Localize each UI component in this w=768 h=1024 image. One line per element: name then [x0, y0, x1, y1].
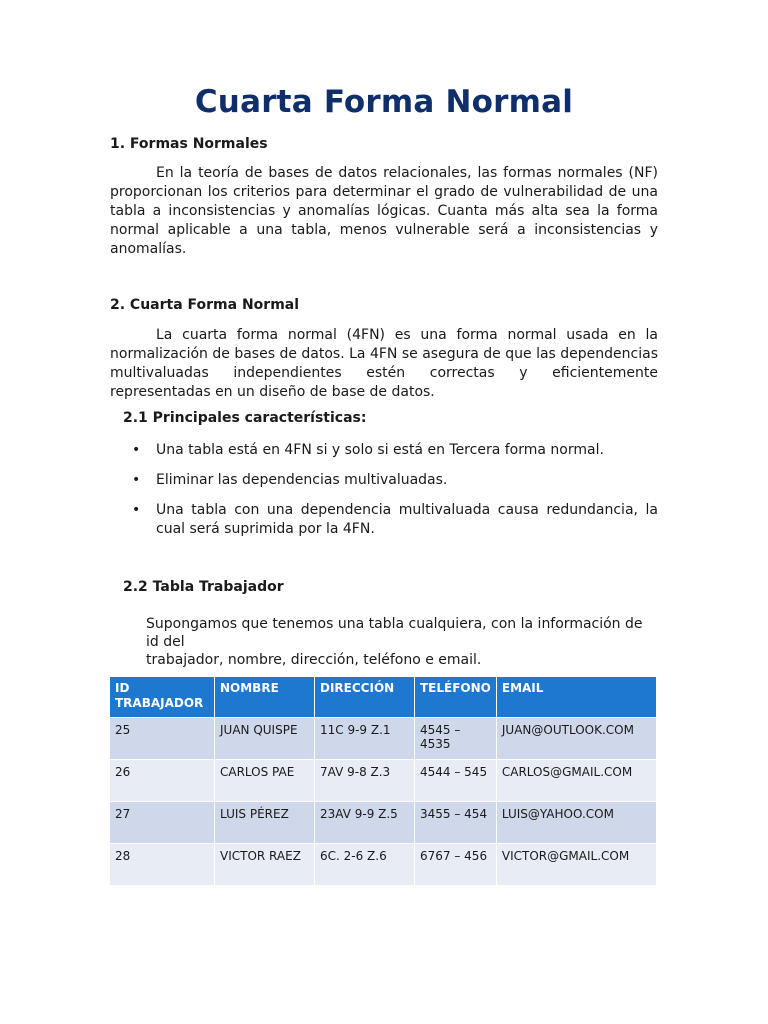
- intro-line: id del: [146, 634, 185, 650]
- bullet-item: [132, 501, 658, 539]
- cell-nombre: JUAN QUISPE: [215, 718, 315, 760]
- cell-direccion: 7AV 9-8 Z.3: [315, 760, 415, 802]
- table-row: [110, 844, 656, 886]
- paragraph-formas-normales: En la teoría de bases de datos relacionales, las formas normales (NF) proporcionan los criterios para determinar el grado de vulnerabilidad de una tabla a inconsistencias y anomalías lógicas. Cuanta más alta sea la forma normal aplicable a una tabla, menos vulnerable será a inconsistencias y anomalías.: [110, 165, 658, 257]
- cell-id: 27: [110, 802, 215, 844]
- cell-telefono: 6767 – 456: [415, 844, 497, 886]
- intro-line: trabajador, nombre, dirección, teléfono e email.: [146, 652, 482, 668]
- cell-direccion: 11C 9-9 Z.1: [315, 718, 415, 760]
- paragraph-cuarta-forma-normal: La cuarta forma normal (4FN) es una forma normal usada en la normalización de bases de datos. La 4FN se asegura de que las dependencias multivaluadas independientes estén correctas y eficientemente representadas en un diseño de base de datos.: [110, 327, 658, 400]
- bullet-icon: •: [132, 502, 141, 518]
- cell-telefono: 3455 – 454: [415, 802, 497, 844]
- cell-id: 26: [110, 760, 215, 802]
- cell-telefono: 4545 – 4535: [415, 718, 497, 760]
- bullet-icon: •: [132, 442, 141, 458]
- section-heading-formas-normales: 1. Formas Normales: [110, 136, 268, 152]
- cell-nombre: VICTOR RAEZ: [215, 844, 315, 886]
- bullet-icon: •: [132, 472, 141, 488]
- page-title: Cuarta Forma Normal: [194, 84, 574, 120]
- cell-direccion: 23AV 9-9 Z.5: [315, 802, 415, 844]
- cell-email: JUAN@OUTLOOK.COM: [496, 718, 656, 760]
- column-header-direccion: DIRECCIÓN: [315, 677, 415, 718]
- cell-email: VICTOR@GMAIL.COM: [496, 844, 656, 886]
- column-header-id: ID TRABAJADOR: [110, 677, 215, 718]
- trabajador-table: [110, 677, 656, 885]
- table-intro-text: [146, 615, 658, 669]
- intro-line: Supongamos que tenemos una tabla cualquiera, con la información de: [146, 616, 643, 632]
- cell-telefono: 4544 – 545: [415, 760, 497, 802]
- cell-nombre: LUIS PÉREZ: [215, 802, 315, 844]
- column-header-nombre: NOMBRE: [215, 677, 315, 718]
- bullet-text: Una tabla con una dependencia multivaluada causa redundancia, la cual será suprimida por la 4FN.: [156, 502, 658, 537]
- table-row: [110, 802, 656, 844]
- bullet-item: [132, 471, 658, 490]
- cell-id: 25: [110, 718, 215, 760]
- table-row: [110, 760, 656, 802]
- bullet-text: Eliminar las dependencias multivaluadas.: [156, 472, 448, 488]
- subheading-tabla-trabajador: 2.2 Tabla Trabajador: [123, 579, 284, 595]
- bullet-item: [132, 441, 658, 460]
- cell-nombre: CARLOS PAE: [215, 760, 315, 802]
- table-header-row: [110, 677, 656, 718]
- bullet-text: Una tabla está en 4FN si y solo si está en Tercera forma normal.: [156, 442, 604, 458]
- section-heading-cuarta-forma-normal: 2. Cuarta Forma Normal: [110, 297, 300, 313]
- cell-id: 28: [110, 844, 215, 886]
- cell-email: LUIS@YAHOO.COM: [496, 802, 656, 844]
- cell-email: CARLOS@GMAIL.COM: [496, 760, 656, 802]
- column-header-email: EMAIL: [496, 677, 656, 718]
- column-header-telefono: TELÉFONO: [415, 677, 497, 718]
- cell-direccion: 6C. 2-6 Z.6: [315, 844, 415, 886]
- table-row: [110, 718, 656, 760]
- subheading-principales-caracteristicas: 2.1 Principales características:: [123, 410, 367, 426]
